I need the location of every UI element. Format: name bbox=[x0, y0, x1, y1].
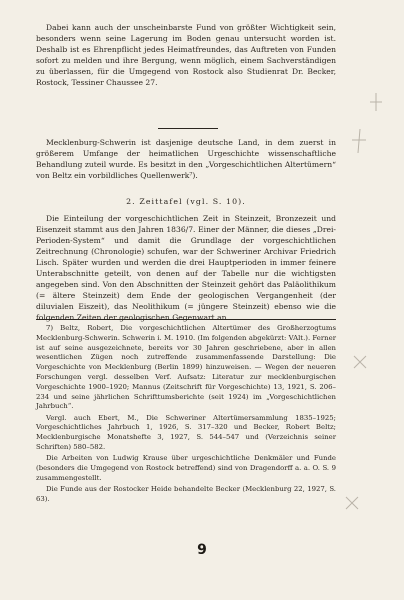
footnote-7-beltz: 7) Beltz, Robert, Die vorgeschichtlichen Altertümer des Großherzogtums Mecklenburg-Schwerin. Schwerin i. M. 1910. (Im folgenden abgekürzt: VAlt.). Ferner ist auf seine ausgezeichnete, bereits vor 30 Jahren geschriebene, aber in allen wesentlichen Zügen noch zutreffende zusammenfassende Darstellung: Die Vorgeschichte von Mecklenburg (Berlin 1899) hinzuweisen. — Wegen der neueren Forschungen vergl. desselben Verf. Aufsatz: Literatur zur mecklenburgischen Vorgeschichte 1900–1920; Mannus (Zeitschrift für Vorgeschichte) 13, 1921, S. 206–234 und seine jährlichen Schrifttumsberichte (seit 1924) im „Vorgeschichtlichen Jahrbuch“. bbox=[36, 324, 336, 411]
section-heading-zeittafel: 2. Zeittafel (vgl. S. 10). bbox=[126, 197, 246, 206]
footnote-krause: Die Arbeiten von Ludwig Krause über urgeschichtliche Denkmäler und Funde (besonders die Umgegend von Rostock betreffend) sind von Dragendorff a. a. O. S. 9 zusammengestellt. bbox=[36, 454, 336, 482]
section-divider bbox=[158, 128, 218, 129]
footnotes bbox=[36, 324, 336, 506]
paragraph-einteilung: Die Einteilung der vorgeschichtlichen Zeit in Steinzeit, Bronzezeit und Eisenzeit stammt aus den Jahren 1836/7. Einer der Männer, die dieses „Drei-Perioden-System“ und damit die Grundlage der vorgeschichtlichen Zeitrechnung (Chronologie) schufen, war der Schweriner Archivar Friedrich Lisch. Später wurden und werden die drei Hauptperioden in immer feinere Unterabschnitte geteilt, von denen auf der Tabelle nur die wichtigsten angegeben sind. Von den Abschnitten der Steinzeit gehört das Paläolithikum (= ältere Steinzeit) dem Ende der geologischen Vergangenheit (der diluvialen Eiszeit), das Neolithikum (= jüngere Steinzeit) ebenso wie die folgenden Zeiten der geologischen Gegenwart an. bbox=[36, 214, 336, 322]
paragraph-mecklenburg: Mecklenburg-Schwerin ist dasjenige deutsche Land, in dem zuerst in größerem Umfange der heimatlichen Urgeschichte wissenschaftliche Behandlung zuteil wurde. Es besitzt in den „Vorgeschichtlichen Altertümern“ von Beltz ein vorbildliches Quellenwerk⁷). bbox=[36, 138, 336, 180]
body-text-einteilung bbox=[36, 213, 336, 323]
footnote-ebert: Vergl. auch Ebert, M., Die Schweriner Altertümersammlung 1835–1925; Vorgeschichtliches Jahrbuch 1, 1926, S. 317–320 und Becker, Robert Beltz; Mecklenburgische Monatshefte 3, 1927, S. 544–547 und (Verzeichnis seiner Schriften) 580–582. bbox=[36, 413, 336, 452]
pencil-plus-mark-icon bbox=[368, 92, 384, 112]
body-text-mecklenburg bbox=[36, 137, 336, 181]
page-number: 9 bbox=[197, 542, 207, 558]
pencil-plus-mark-icon bbox=[350, 128, 368, 154]
pencil-cross-mark-icon bbox=[353, 355, 367, 369]
footnote-divider bbox=[36, 319, 336, 320]
paragraph-fund-meldung: Dabei kann auch der unscheinbarste Fund von größter Wichtigkeit sein, besonders wenn seine Lagerung im Boden genau untersucht worden ist. Deshalb ist es Ehrenpflicht jedes Heimatfreundes, das Auftreten von Funden sofort zu melden und ihre Bergung, wenn möglich, einem Sachverständigen zu überlassen, für die Umgegend von Rostock also Studienrat Dr. Becker, Rostock, Tessiner Chaussee 27. bbox=[36, 23, 336, 87]
pencil-cross-mark-icon bbox=[345, 496, 359, 510]
body-text-top bbox=[36, 22, 336, 88]
footnote-becker: Die Funde aus der Rostocker Heide behandelte Becker (Mecklenburg 22, 1927, S. 63). bbox=[36, 485, 336, 504]
